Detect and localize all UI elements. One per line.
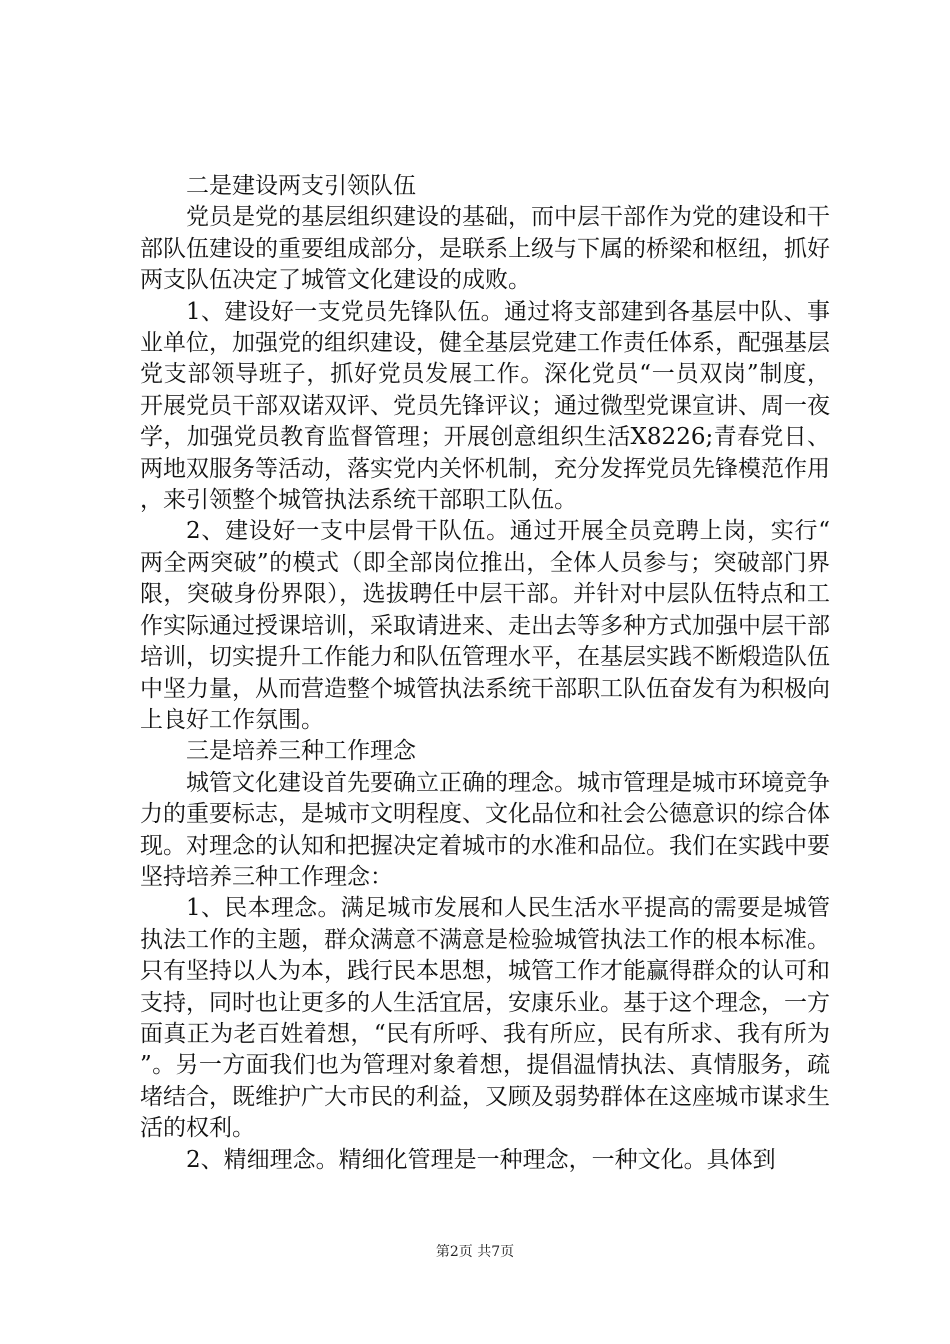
page-number-footer: 第2页 共7页 (435, 1244, 515, 1260)
paragraph-vanguard-team: 1、建设好一支党员先锋队伍。通过将支部建到各基层中队、事业单位，加强党的组织建设，健全基层党建工作责任体系，配强基层党支部领导班子，抓好党员发展工作。深化党员“一员双岗”制度，开展党员干部双诺双评、党员先锋评议；通过微型党课宣讲、周一夜学，加强党员教育监督管理；开展创意组织生活X8226;青春党日、两地双服务等活动，落实党内关怀机制，充分发挥党员先锋模范作用，来引领整个城管执法系统干部职工队伍。 (140, 298, 830, 514)
paragraph-refinement-concept: 2、精细理念。精细化管理是一种理念，一种文化。具体到 (186, 1146, 776, 1173)
section-heading-two-teams: 二是建设两支引领队伍 (186, 173, 416, 199)
paragraph-party-members-intro: 党员是党的基层组织建设的基础，而中层干部作为党的建设和干部队伍建设的重要组成部分，是联系上级与下属的桥梁和枢纽，抓好两支队伍决定了城管文化建设的成败。 (140, 204, 830, 294)
paragraph-people-oriented-concept: 1、民本理念。满足城市发展和人民生活水平提高的需要是城管执法工作的主题，群众满意不满意是检验城管执法工作的根本标准。只有坚持以人为本，践行民本思想，城管工作才能赢得群众的认可和支持，同时也让更多的人生活宜居，安康乐业。基于这个理念，一方面真正为老百姓着想，“民有所呼、我有所应，民有所求、我有所为”。另一方面我们也为管理对象着想，提倡温情执法、真情服务，疏堵结合，既维护广大市民的利益，又顾及弱势群体在这座城市谋求生活的权利。 (140, 895, 830, 1142)
section-heading-three-concepts: 三是培养三种工作理念 (186, 738, 416, 765)
document-body (140, 171, 830, 1176)
paragraph-backbone-team: 2、建设好一支中层骨干队伍。通过开展全员竞聘上岗，实行“两全两突破”的模式（即全部岗位推出，全体人员参与；突破部门界限，突破身份界限），选拔聘任中层干部。并针对中层队伍特点和工作实际通过授课培训，采取请进来、走出去等多种方式加强中层干部培训，切实提升工作能力和队伍管理水平，在基层实践不断煅造队伍中坚力量，从而营造整个城管执法系统干部职工队伍奋发有为积极向上良好工作氛围。 (140, 518, 830, 733)
paragraph-concepts-intro: 城管文化建设首先要确立正确的理念。城市管理是城市环境竞争力的重要标志，是城市文明程度、文化品位和社会公德意识的综合体现。对理念的认知和把握决定着城市的水准和品位。我们在实践中要坚持培养三种工作理念： (140, 769, 830, 890)
